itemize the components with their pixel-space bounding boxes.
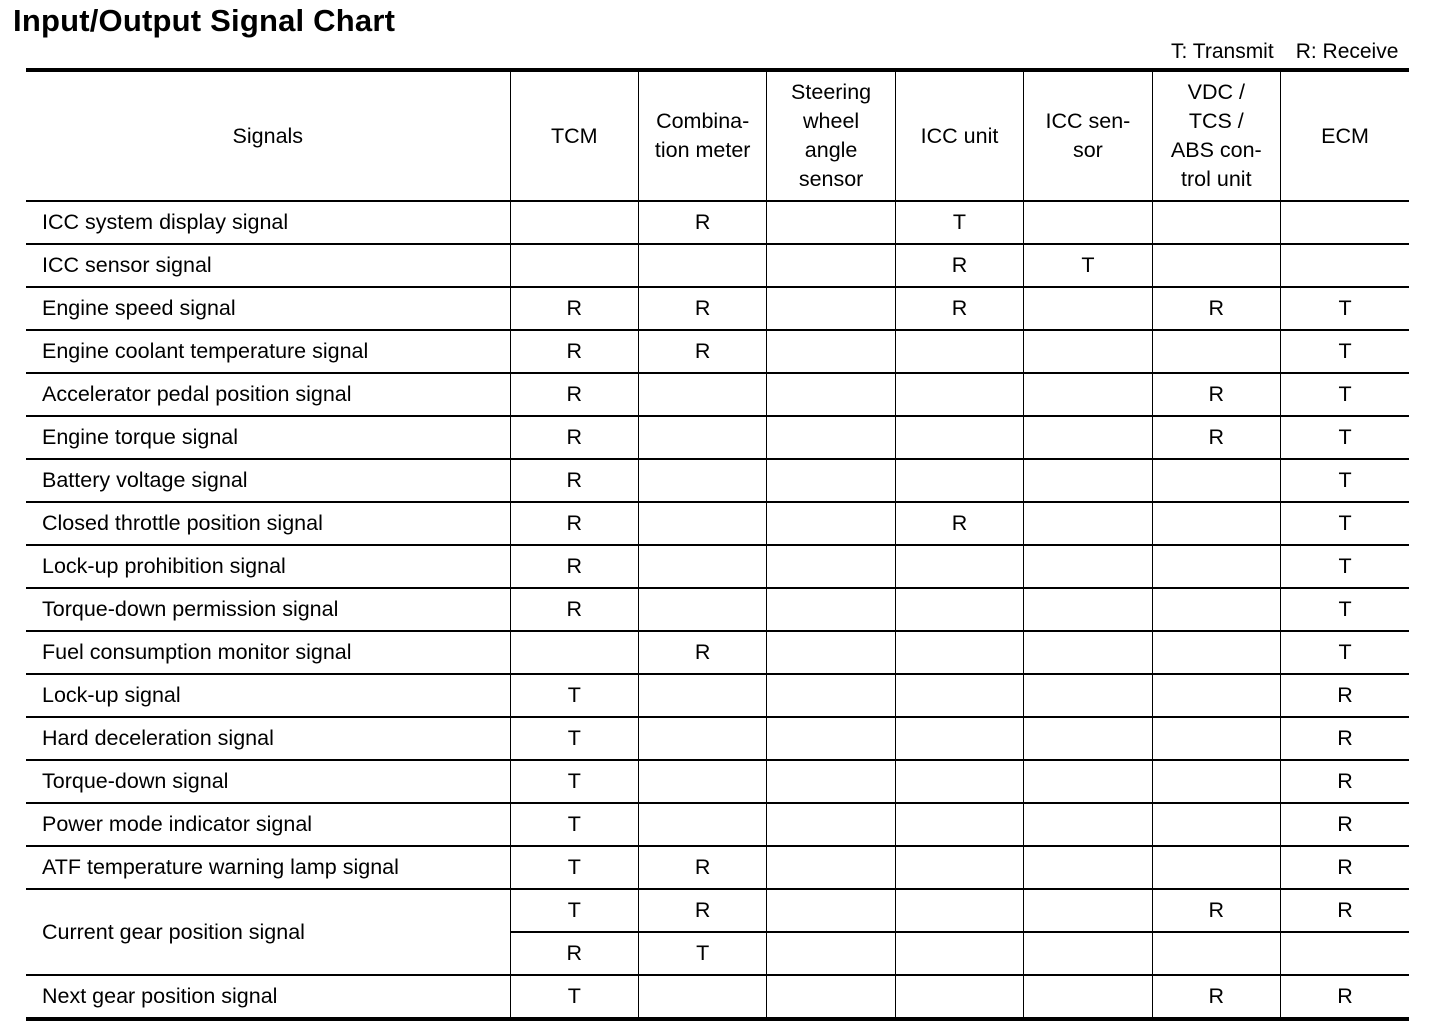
cell-icc-unit xyxy=(895,932,1023,975)
cell-icc-sen-sor xyxy=(1024,201,1152,244)
table-row xyxy=(26,760,1409,803)
table-row xyxy=(26,373,1409,416)
cell-ecm: T xyxy=(1281,416,1409,459)
cell-vdc-tcs-abs-con-trol-unit xyxy=(1152,760,1280,803)
signal-name: Torque-down permission signal xyxy=(26,588,510,631)
header-col-combina-tion-meter xyxy=(638,70,766,201)
cell-icc-sen-sor xyxy=(1024,287,1152,330)
signal-name: Engine torque signal xyxy=(26,416,510,459)
table-row xyxy=(26,502,1409,545)
cell-tcm xyxy=(510,244,638,287)
cell-ecm: R xyxy=(1281,717,1409,760)
cell-tcm xyxy=(510,631,638,674)
cell-tcm: T xyxy=(510,846,638,889)
cell-icc-unit xyxy=(895,545,1023,588)
table-row xyxy=(26,846,1409,889)
cell-icc-unit xyxy=(895,846,1023,889)
header-line: sensor xyxy=(798,167,864,191)
cell-icc-sen-sor xyxy=(1024,588,1152,631)
cell-steering-wheel-angle-sensor xyxy=(767,588,895,631)
signal-name: ICC sensor signal xyxy=(26,244,510,287)
table-row xyxy=(26,545,1409,588)
signal-name: Power mode indicator signal xyxy=(26,803,510,846)
cell-combina-tion-meter xyxy=(638,373,766,416)
header-line: TCM xyxy=(550,123,598,148)
cell-combina-tion-meter xyxy=(638,588,766,631)
signal-name: Fuel consumption monitor signal xyxy=(26,631,510,674)
cell-ecm: R xyxy=(1281,760,1409,803)
cell-vdc-tcs-abs-con-trol-unit xyxy=(1152,244,1280,287)
cell-icc-sen-sor xyxy=(1024,846,1152,889)
cell-combina-tion-meter xyxy=(638,803,766,846)
header-line: TCS / xyxy=(1188,109,1244,133)
table-row xyxy=(26,975,1409,1019)
cell-steering-wheel-angle-sensor xyxy=(767,975,895,1019)
cell-icc-unit: R xyxy=(895,287,1023,330)
signal-chart-table xyxy=(26,68,1409,1021)
cell-icc-sen-sor xyxy=(1024,760,1152,803)
cell-steering-wheel-angle-sensor xyxy=(767,674,895,717)
cell-icc-sen-sor xyxy=(1024,459,1152,502)
header-line: wheel xyxy=(803,109,860,133)
table-row xyxy=(26,416,1409,459)
cell-tcm: R xyxy=(510,545,638,588)
cell-combina-tion-meter xyxy=(638,545,766,588)
cell-icc-unit xyxy=(895,803,1023,846)
table-row xyxy=(26,330,1409,373)
cell-icc-sen-sor xyxy=(1024,416,1152,459)
cell-tcm: T xyxy=(510,760,638,803)
header-line: trol unit xyxy=(1181,167,1252,191)
table-row xyxy=(26,803,1409,846)
cell-vdc-tcs-abs-con-trol-unit xyxy=(1152,803,1280,846)
table-row xyxy=(26,889,1409,932)
header-col-tcm xyxy=(510,70,638,201)
header-line: ICC unit xyxy=(920,123,999,148)
cell-combina-tion-meter xyxy=(638,502,766,545)
cell-steering-wheel-angle-sensor xyxy=(767,201,895,244)
cell-tcm: R xyxy=(510,932,638,975)
page-title: Input/Output Signal Chart xyxy=(13,3,396,38)
signal-name: Current gear position signal xyxy=(26,889,510,975)
table-row xyxy=(26,674,1409,717)
table-row xyxy=(26,201,1409,244)
header-col-vdc-tcs-abs-con-trol-unit xyxy=(1152,70,1280,201)
cell-steering-wheel-angle-sensor xyxy=(767,416,895,459)
signal-name: Next gear position signal xyxy=(26,975,510,1019)
cell-combina-tion-meter xyxy=(638,674,766,717)
cell-combina-tion-meter xyxy=(638,760,766,803)
cell-vdc-tcs-abs-con-trol-unit: R xyxy=(1152,889,1280,932)
cell-tcm: R xyxy=(510,588,638,631)
signal-name: Hard deceleration signal xyxy=(26,717,510,760)
cell-ecm xyxy=(1281,201,1409,244)
cell-steering-wheel-angle-sensor xyxy=(767,846,895,889)
cell-vdc-tcs-abs-con-trol-unit xyxy=(1152,330,1280,373)
cell-icc-sen-sor xyxy=(1024,631,1152,674)
signal-name: Engine speed signal xyxy=(26,287,510,330)
legend-transmit: T: Transmit xyxy=(1171,40,1274,63)
legend xyxy=(1171,40,1398,64)
cell-combina-tion-meter xyxy=(638,975,766,1019)
cell-vdc-tcs-abs-con-trol-unit xyxy=(1152,459,1280,502)
cell-steering-wheel-angle-sensor xyxy=(767,545,895,588)
cell-icc-unit: T xyxy=(895,201,1023,244)
signal-name: ATF temperature warning lamp signal xyxy=(26,846,510,889)
cell-vdc-tcs-abs-con-trol-unit: R xyxy=(1152,287,1280,330)
cell-combina-tion-meter xyxy=(638,416,766,459)
header-line: Combina- xyxy=(656,109,750,133)
cell-icc-sen-sor xyxy=(1024,932,1152,975)
cell-steering-wheel-angle-sensor xyxy=(767,373,895,416)
cell-vdc-tcs-abs-con-trol-unit xyxy=(1152,674,1280,717)
cell-ecm: R xyxy=(1281,803,1409,846)
header-line: VDC / xyxy=(1187,80,1245,104)
cell-vdc-tcs-abs-con-trol-unit xyxy=(1152,545,1280,588)
cell-steering-wheel-angle-sensor xyxy=(767,459,895,502)
header-col-ecm xyxy=(1281,70,1409,201)
cell-ecm: R xyxy=(1281,975,1409,1019)
signal-name: Lock-up prohibition signal xyxy=(26,545,510,588)
header-signals: Signals xyxy=(26,70,510,201)
cell-steering-wheel-angle-sensor xyxy=(767,717,895,760)
cell-vdc-tcs-abs-con-trol-unit: R xyxy=(1152,975,1280,1019)
signal-name: Torque-down signal xyxy=(26,760,510,803)
header-col-icc-unit xyxy=(895,70,1023,201)
cell-ecm: T xyxy=(1281,287,1409,330)
cell-tcm: T xyxy=(510,674,638,717)
cell-icc-sen-sor: T xyxy=(1024,244,1152,287)
cell-tcm: R xyxy=(510,416,638,459)
cell-icc-unit xyxy=(895,674,1023,717)
cell-ecm: T xyxy=(1281,373,1409,416)
signal-name: Accelerator pedal position signal xyxy=(26,373,510,416)
table-row xyxy=(26,459,1409,502)
table-row xyxy=(26,244,1409,287)
cell-icc-sen-sor xyxy=(1024,889,1152,932)
cell-vdc-tcs-abs-con-trol-unit xyxy=(1152,631,1280,674)
signal-name: Lock-up signal xyxy=(26,674,510,717)
cell-combina-tion-meter: R xyxy=(638,201,766,244)
cell-tcm: T xyxy=(510,889,638,932)
header-col-icc-sen-sor xyxy=(1024,70,1152,201)
cell-vdc-tcs-abs-con-trol-unit xyxy=(1152,717,1280,760)
cell-steering-wheel-angle-sensor xyxy=(767,502,895,545)
cell-steering-wheel-angle-sensor xyxy=(767,803,895,846)
signal-name: Engine coolant temperature signal xyxy=(26,330,510,373)
cell-icc-sen-sor xyxy=(1024,674,1152,717)
cell-tcm: R xyxy=(510,287,638,330)
cell-ecm: T xyxy=(1281,502,1409,545)
cell-icc-unit: R xyxy=(895,244,1023,287)
header-col-steering-wheel-angle-sensor xyxy=(767,70,895,201)
cell-icc-unit xyxy=(895,330,1023,373)
legend-receive: R: Receive xyxy=(1295,40,1399,63)
cell-steering-wheel-angle-sensor xyxy=(767,631,895,674)
cell-icc-sen-sor xyxy=(1024,717,1152,760)
cell-tcm: R xyxy=(510,330,638,373)
header-line: ICC sen- xyxy=(1045,109,1131,133)
cell-combina-tion-meter: R xyxy=(638,631,766,674)
cell-icc-sen-sor xyxy=(1024,373,1152,416)
table-row xyxy=(26,287,1409,330)
cell-ecm: T xyxy=(1281,588,1409,631)
cell-combina-tion-meter: R xyxy=(638,889,766,932)
cell-icc-unit xyxy=(895,631,1023,674)
cell-icc-unit xyxy=(895,717,1023,760)
cell-ecm: T xyxy=(1281,631,1409,674)
cell-tcm: R xyxy=(510,373,638,416)
cell-vdc-tcs-abs-con-trol-unit xyxy=(1152,201,1280,244)
cell-icc-unit xyxy=(895,459,1023,502)
cell-steering-wheel-angle-sensor xyxy=(767,287,895,330)
cell-vdc-tcs-abs-con-trol-unit xyxy=(1152,588,1280,631)
cell-ecm: R xyxy=(1281,889,1409,932)
cell-steering-wheel-angle-sensor xyxy=(767,244,895,287)
cell-icc-unit xyxy=(895,588,1023,631)
cell-steering-wheel-angle-sensor xyxy=(767,889,895,932)
cell-ecm xyxy=(1281,244,1409,287)
cell-ecm: T xyxy=(1281,545,1409,588)
cell-vdc-tcs-abs-con-trol-unit: R xyxy=(1152,416,1280,459)
cell-icc-sen-sor xyxy=(1024,502,1152,545)
cell-tcm: T xyxy=(510,975,638,1019)
cell-combina-tion-meter: R xyxy=(638,287,766,330)
table-row xyxy=(26,717,1409,760)
header-line: ECM xyxy=(1321,123,1369,148)
cell-ecm xyxy=(1281,932,1409,975)
cell-icc-sen-sor xyxy=(1024,975,1152,1019)
cell-tcm xyxy=(510,201,638,244)
cell-tcm: R xyxy=(510,502,638,545)
cell-icc-unit: R xyxy=(895,502,1023,545)
cell-ecm: R xyxy=(1281,846,1409,889)
header-line: tion meter xyxy=(654,138,751,162)
cell-combina-tion-meter xyxy=(638,244,766,287)
signal-name: ICC system display signal xyxy=(26,201,510,244)
cell-combina-tion-meter: T xyxy=(638,932,766,975)
cell-tcm: R xyxy=(510,459,638,502)
cell-combina-tion-meter xyxy=(638,717,766,760)
cell-icc-sen-sor xyxy=(1024,545,1152,588)
cell-icc-sen-sor xyxy=(1024,803,1152,846)
cell-ecm: T xyxy=(1281,330,1409,373)
table-row xyxy=(26,588,1409,631)
signal-name: Battery voltage signal xyxy=(26,459,510,502)
cell-vdc-tcs-abs-con-trol-unit xyxy=(1152,502,1280,545)
cell-vdc-tcs-abs-con-trol-unit: R xyxy=(1152,373,1280,416)
cell-icc-unit xyxy=(895,889,1023,932)
header-line: Steering xyxy=(791,80,872,104)
cell-vdc-tcs-abs-con-trol-unit xyxy=(1152,932,1280,975)
header-row xyxy=(26,70,1409,201)
cell-icc-unit xyxy=(895,373,1023,416)
cell-steering-wheel-angle-sensor xyxy=(767,330,895,373)
cell-icc-unit xyxy=(895,760,1023,803)
table-body xyxy=(26,201,1409,1019)
cell-icc-unit xyxy=(895,975,1023,1019)
cell-tcm: T xyxy=(510,717,638,760)
cell-combina-tion-meter xyxy=(638,459,766,502)
cell-tcm: T xyxy=(510,803,638,846)
cell-icc-unit xyxy=(895,416,1023,459)
cell-icc-sen-sor xyxy=(1024,330,1152,373)
cell-steering-wheel-angle-sensor xyxy=(767,932,895,975)
cell-ecm: R xyxy=(1281,674,1409,717)
header-line: sor xyxy=(1072,138,1103,162)
header-line: ABS con- xyxy=(1170,138,1262,162)
cell-ecm: T xyxy=(1281,459,1409,502)
cell-combina-tion-meter: R xyxy=(638,330,766,373)
cell-steering-wheel-angle-sensor xyxy=(767,760,895,803)
signal-name: Closed throttle position signal xyxy=(26,502,510,545)
header-line: angle xyxy=(804,138,858,162)
table-row xyxy=(26,631,1409,674)
cell-vdc-tcs-abs-con-trol-unit xyxy=(1152,846,1280,889)
cell-combina-tion-meter: R xyxy=(638,846,766,889)
